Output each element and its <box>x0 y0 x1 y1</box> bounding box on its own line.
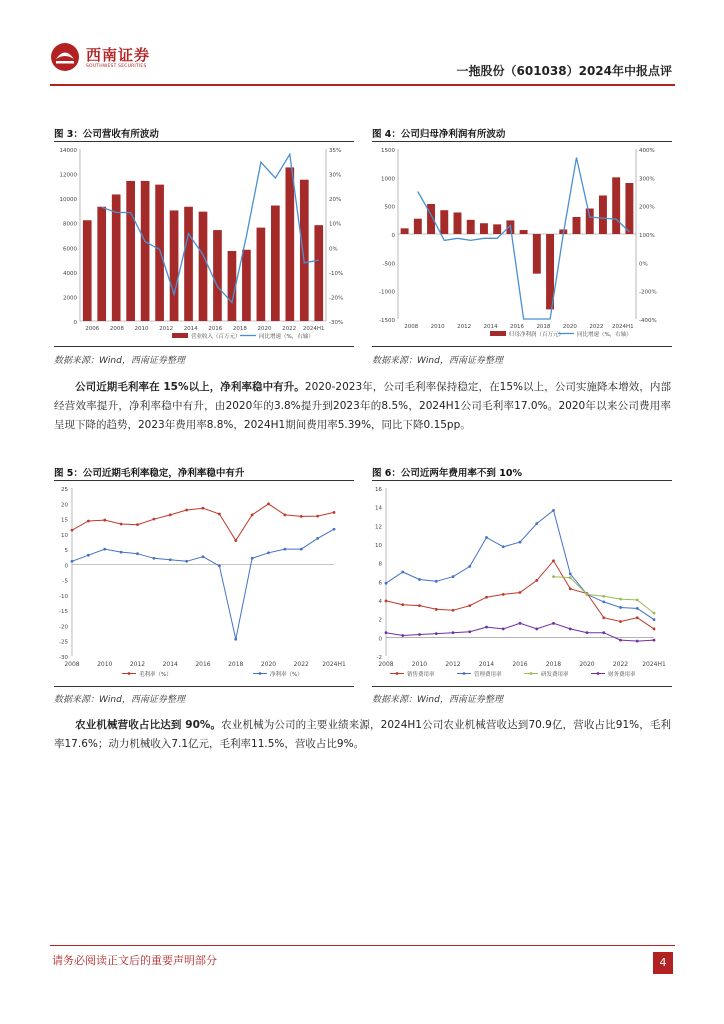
fig6-series-2-point <box>586 593 589 596</box>
fig6-legend-marker-3 <box>597 672 600 675</box>
fig6-ytick-7: 12 <box>375 524 382 531</box>
fig6-ytick-1: 0 <box>378 636 382 643</box>
fig6-xtick: 2016 <box>512 661 528 668</box>
fig4-xtick: 2008 <box>404 324 419 330</box>
fig6-legend-marker-0 <box>396 672 399 675</box>
fig6-ytick-0: -2 <box>376 655 382 661</box>
fig4-bar <box>493 224 501 234</box>
fig6-series-1-point <box>435 580 438 583</box>
fig5-ytick-11: 25 <box>61 487 68 493</box>
fig6-series-3-point <box>502 628 505 631</box>
fig3-xtick: 2006 <box>85 326 100 332</box>
fig5-ytick-10: 20 <box>61 502 68 509</box>
fig5-series-0-point <box>283 513 286 516</box>
fig6-series-1-line <box>386 510 654 619</box>
fig4-xtick: 2012 <box>457 324 472 330</box>
fig3-xtick: 2018 <box>232 326 247 332</box>
fig5-legend-marker-1 <box>259 672 262 675</box>
fig6-series-0-point <box>619 620 622 623</box>
fig3-bar <box>83 220 92 321</box>
fig6-legend-label-0: 销售费用率 <box>407 672 435 678</box>
fig6-title-rule <box>372 480 672 481</box>
fig5-xtick: 2020 <box>260 661 277 668</box>
fig3-bar <box>126 181 135 321</box>
fig4-ytick-right-3: 100% <box>639 233 655 239</box>
fig6-ytick-5: 8 <box>378 561 382 568</box>
fig6-ytick-9: 16 <box>375 487 382 493</box>
fig5-series-0-point <box>185 509 188 512</box>
fig6-series-2-point <box>552 575 555 578</box>
fig5-series-0-point <box>202 507 205 510</box>
logo-icon <box>50 42 80 72</box>
fig4-bar <box>573 217 581 234</box>
logo-text-cn: 西南证券 <box>86 46 151 64</box>
fig5-chart <box>54 482 354 682</box>
fig6-source: 数据来源：Wind，西南证券整理 <box>372 695 503 705</box>
fig6-series-3-point <box>418 633 421 636</box>
fig3-ytick-left-0: 0 <box>73 320 77 326</box>
paragraph-agri-body: 农业机械为公司的主要业绩来源，2024H1公司农业机械营收达到70.9亿，营收占比91%，毛利率17.6%；动力机械收入7.1亿元，毛利率11.5%，营收占比9%。 <box>54 719 671 750</box>
fig4-bar <box>454 212 462 234</box>
fig3-xtick: 2014 <box>183 326 198 332</box>
fig6-xtick: 2024H1 <box>642 661 666 668</box>
fig5-series-1-point <box>120 551 123 554</box>
fig4-bar <box>401 228 409 234</box>
footer-disclaimer: 请务必阅读正文后的重要声明部分 <box>52 954 217 967</box>
fig5-series-1-point <box>218 564 221 567</box>
fig4-source-rule <box>372 346 672 347</box>
fig6-series-0-point <box>535 579 538 582</box>
fig3-chart <box>54 143 354 343</box>
header-divider <box>50 84 675 86</box>
fig4-ytick-left-2: -500 <box>382 261 395 268</box>
fig5-series-0-point <box>71 529 74 532</box>
fig3-legend-bar: 营业收入（百万元） <box>191 334 241 340</box>
fig5-series-0-point <box>218 513 221 516</box>
fig5-xtick: 2014 <box>162 661 178 668</box>
fig5-title-rule <box>54 480 354 481</box>
fig6-series-3-point <box>485 626 488 629</box>
fig6-legend-label-3: 财务费用率 <box>608 672 636 678</box>
fig3-ytick-right-1: -20% <box>329 295 344 302</box>
fig5-series-0-point <box>120 523 123 526</box>
fig5-series-1-point <box>202 555 205 558</box>
fig4-ytick-left-1: -1000 <box>379 289 395 296</box>
fig6-series-1-point <box>569 572 572 575</box>
fig3-ytick-right-6: 30% <box>329 172 342 179</box>
fig6-legend-label-1: 管理费用率 <box>474 672 502 678</box>
fig3-ytick-right-0: -30% <box>329 320 344 326</box>
fig3-ytick-right-5: 20% <box>329 197 342 204</box>
fig4-source: 数据来源：Wind，西南证券整理 <box>372 356 503 366</box>
fig6-chart <box>372 482 672 682</box>
fig5-ytick-4: -10 <box>59 593 68 600</box>
fig6-legend-marker-1 <box>463 672 466 675</box>
fig5-series-0-point <box>103 519 106 522</box>
fig6-series-0-point <box>552 559 555 562</box>
fig4-bar <box>414 219 422 234</box>
report-title: 一拖股份（601038）2024年中报点评 <box>456 64 672 78</box>
fig5-ytick-1: -25 <box>59 639 68 646</box>
fig4-legend-swatch-bar <box>490 331 506 336</box>
fig4-xtick: 2022 <box>589 324 604 330</box>
fig4-bar <box>599 195 607 234</box>
fig5-xtick: 2022 <box>293 661 309 668</box>
logo <box>50 40 160 80</box>
fig4-bar <box>625 183 633 234</box>
fig6-series-0-point <box>435 608 438 611</box>
fig5-series-1-point <box>103 548 106 551</box>
fig4-xtick: 2014 <box>483 324 498 330</box>
fig6-series-3-point <box>385 631 388 634</box>
fig5-series-0-point <box>136 523 139 526</box>
fig5-series-1-point <box>283 548 286 551</box>
fig6-series-3-point <box>552 622 555 625</box>
fig6-series-2-point <box>619 598 622 601</box>
fig6-series-3-line <box>386 623 654 641</box>
fig6-series-3-point <box>602 631 605 634</box>
fig6-xtick: 2012 <box>445 661 461 668</box>
fig6-series-3-point <box>619 639 622 642</box>
fig6-series-2-point <box>653 612 656 615</box>
fig5-xtick: 2010 <box>97 661 113 668</box>
fig3-legend-swatch-bar <box>172 333 188 338</box>
fig6-series-0-point <box>502 593 505 596</box>
fig3-ytick-right-3: 0% <box>329 246 338 253</box>
fig5-ytick-7: 5 <box>64 548 68 555</box>
fig6-series-0-point <box>485 596 488 599</box>
fig5-xtick: 2024H1 <box>322 661 346 668</box>
fig3-bar <box>155 185 164 321</box>
fig6-series-1-point <box>485 536 488 539</box>
fig3-bar <box>170 210 179 321</box>
fig3-ytick-right-2: -10% <box>329 270 344 277</box>
fig3-ytick-left-2: 4000 <box>63 270 77 277</box>
fig3-ytick-left-4: 8000 <box>63 221 77 228</box>
fig6-ytick-3: 4 <box>378 599 382 605</box>
fig6-series-1-point <box>418 578 421 581</box>
fig4-ytick-left-3: 0 <box>391 233 395 239</box>
fig3-xtick: 2022 <box>282 326 297 332</box>
fig3-bar <box>112 194 121 321</box>
fig5-series-0-point <box>87 520 90 523</box>
fig6-series-1-point <box>385 582 388 585</box>
fig5-legend-label-0: 毛利率（%） <box>139 672 172 678</box>
fig6-series-3-point <box>519 622 522 625</box>
fig6-series-0-point <box>653 628 656 631</box>
fig5-series-1-point <box>251 557 254 560</box>
fig4-bar <box>612 177 620 234</box>
fig3-xtick: 2016 <box>208 326 223 332</box>
fig5-series-0-point <box>251 513 254 516</box>
fig5-xtick: 2018 <box>228 661 244 668</box>
fig4-xtick: 2016 <box>510 324 524 330</box>
fig3-bar <box>314 225 323 321</box>
fig5-legend-marker-0 <box>128 672 131 675</box>
fig6-ytick-8: 14 <box>375 505 382 512</box>
fig6-series-3-point <box>636 640 639 643</box>
fig4-bar <box>467 220 475 234</box>
fig6-series-0-point <box>452 609 455 612</box>
fig6-series-1-point <box>468 565 471 568</box>
fig4-ytick-right-4: 200% <box>639 204 655 211</box>
fig4-ytick-right-0: -400% <box>639 318 657 324</box>
fig6-series-1-point <box>552 509 555 512</box>
fig6-series-1-point <box>401 571 404 574</box>
page-number: 4 <box>653 952 673 974</box>
fig6-series-2-point <box>636 599 639 602</box>
fig3-bar <box>300 180 309 321</box>
fig4-ytick-left-4: 500 <box>384 204 395 211</box>
fig4-bar <box>480 223 488 234</box>
fig3-bar <box>242 250 251 321</box>
fig4-xtick: 2020 <box>562 324 577 330</box>
fig3-bar <box>213 230 222 321</box>
fig5-ytick-9: 15 <box>61 517 68 524</box>
fig3-bar <box>97 207 106 321</box>
fig6-series-0-point <box>602 616 605 619</box>
fig5-series-1-line <box>72 529 334 639</box>
fig6-ytick-2: 2 <box>378 617 382 624</box>
fig5-series-0-point <box>316 515 319 518</box>
fig6-series-3-point <box>586 631 589 634</box>
paragraph-agri <box>54 716 671 754</box>
fig6-series-1-point <box>602 600 605 603</box>
fig6-legend-marker-2 <box>530 672 533 675</box>
fig5-series-0-point <box>300 515 303 518</box>
fig5-title: 图 5：公司近期毛利率稳定，净利率稳中有升 <box>54 468 245 479</box>
fig6-ytick-6: 10 <box>375 543 382 549</box>
fig6-xtick: 2014 <box>478 661 495 668</box>
fig6-series-1-point <box>452 575 455 578</box>
fig3-ytick-left-7: 14000 <box>59 148 77 154</box>
fig6-series-0-point <box>519 591 522 594</box>
paragraph-margins-body: 2020-2023年，公司毛利率保持稳定，在15%以上，公司实施降本增效，内部经营效率提升，净利率稳中有升，由2020年的3.8%提升到2023年的8.5%，2024H1公司毛利率17.0%。2020年以来公司费用率呈现下降的趋势，2023年费用率8.8%，2024H1期间费用率5.39%，同比下降0.15pp。 <box>54 381 671 431</box>
fig3-ytick-left-3: 6000 <box>63 246 77 253</box>
fig3-ytick-left-1: 2000 <box>63 295 77 302</box>
fig3-bar <box>271 206 280 321</box>
fig6-series-1-point <box>619 606 622 609</box>
fig5-ytick-8: 10 <box>61 532 68 539</box>
fig6-series-1-point <box>653 618 656 621</box>
fig4-legend-bar: 归母净利润（百万元） <box>509 332 565 338</box>
fig4-ytick-left-0: -1500 <box>379 318 395 324</box>
fig6-series-1-point <box>636 607 639 610</box>
fig4-title: 图 4：公司归母净利润有所波动 <box>372 129 506 140</box>
logo-text-en: SOUTHWEST SECURITIES <box>86 64 147 69</box>
fig4-legend-line: 同比增速（%，右轴） <box>577 332 632 338</box>
fig5-ytick-0: -30 <box>59 655 68 661</box>
fig3-xtick: 2012 <box>159 326 174 332</box>
fig4-xtick: 2024H1 <box>611 324 634 330</box>
fig6-xtick: 2008 <box>378 661 394 668</box>
fig6-series-1-point <box>519 541 522 544</box>
fig5-series-0-point <box>152 518 155 521</box>
fig5-ytick-2: -20 <box>59 624 68 631</box>
fig4-growth-line <box>418 158 630 320</box>
fig6-series-3-point <box>535 628 538 631</box>
fig5-series-1-point <box>333 528 336 531</box>
fig3-title: 图 3：公司营收有所波动 <box>54 129 159 140</box>
fig4-chart <box>372 143 672 343</box>
paragraph-agri-lead: 农业机械营收占比达到 90%。 <box>75 719 222 731</box>
paragraph-margins-lead: 公司近期毛利率在 15%以上，净利率稳中有升。 <box>75 381 305 393</box>
fig5-source-rule <box>54 686 354 687</box>
fig3-source: 数据来源：Wind，西南证券整理 <box>54 356 185 366</box>
fig3-bar <box>257 228 266 321</box>
fig3-ytick-right-7: 35% <box>329 148 342 154</box>
fig6-series-2-point <box>569 576 572 579</box>
fig4-ytick-left-6: 1500 <box>381 148 395 154</box>
fig3-source-rule <box>54 346 354 347</box>
fig6-series-3-point <box>452 631 455 634</box>
fig6-xtick: 2022 <box>612 661 629 668</box>
fig5-series-1-point <box>152 557 155 560</box>
fig6-series-0-line <box>386 561 654 629</box>
fig6-xtick: 2020 <box>579 661 595 668</box>
fig4-bar <box>586 209 594 235</box>
fig5-source: 数据来源：Wind，西南证券整理 <box>54 695 185 705</box>
fig5-series-1-point <box>136 552 139 555</box>
fig6-xtick: 2010 <box>411 661 428 668</box>
fig5-series-1-point <box>316 537 319 540</box>
fig5-series-1-point <box>267 551 270 554</box>
fig3-ytick-left-5: 10000 <box>59 197 77 204</box>
fig6-series-3-point <box>569 628 572 631</box>
fig6-series-0-point <box>468 604 471 607</box>
fig4-ytick-right-2: 0% <box>639 261 648 268</box>
fig5-series-1-point <box>300 548 303 551</box>
fig5-series-1-point <box>87 554 90 557</box>
fig6-title: 图 6：公司近两年费用率不到 10% <box>372 468 522 479</box>
fig4-bar <box>440 210 448 234</box>
fig3-bar <box>199 212 208 321</box>
fig3-bar <box>184 207 193 321</box>
fig4-ytick-left-5: 1000 <box>381 176 395 183</box>
fig3-bar <box>141 181 150 321</box>
fig5-legend-label-1: 净利率（%） <box>270 672 303 678</box>
fig6-series-1-point <box>535 522 538 525</box>
fig6-series-1-point <box>502 545 505 548</box>
fig5-series-1-point <box>234 638 237 641</box>
fig3-xtick: 2008 <box>109 326 124 332</box>
fig6-series-0-point <box>385 600 388 603</box>
fig4-xtick: 2010 <box>430 324 445 330</box>
fig5-series-0-point <box>333 511 336 514</box>
fig4-bar <box>520 230 528 234</box>
fig4-bar <box>533 234 541 274</box>
fig6-series-3-point <box>653 639 656 642</box>
fig6-ytick-4: 6 <box>378 580 382 587</box>
fig5-series-1-point <box>185 560 188 563</box>
fig5-ytick-3: -15 <box>59 609 68 616</box>
fig4-ytick-right-1: -200% <box>639 289 657 296</box>
fig6-xtick: 2018 <box>545 661 562 668</box>
fig6-series-0-point <box>636 616 639 619</box>
fig3-xtick: 2010 <box>134 326 149 332</box>
fig5-xtick: 2016 <box>195 661 211 668</box>
fig6-series-3-point <box>468 630 471 633</box>
fig4-xtick: 2018 <box>536 324 551 330</box>
fig5-series-0-point <box>234 539 237 542</box>
fig6-series-3-point <box>435 632 438 635</box>
fig6-series-0-point <box>569 587 572 590</box>
fig4-ytick-right-6: 400% <box>639 148 655 154</box>
fig4-ytick-right-5: 300% <box>639 176 655 183</box>
fig3-title-rule <box>54 141 354 142</box>
fig5-series-1-point <box>169 558 172 561</box>
fig3-xtick: 2024H1 <box>302 326 325 332</box>
paragraph-margins <box>54 378 671 435</box>
fig6-series-0-point <box>418 604 421 607</box>
fig4-title-rule <box>372 141 672 142</box>
fig5-ytick-6: 0 <box>64 563 68 570</box>
fig5-ytick-5: -5 <box>62 578 68 585</box>
fig3-xtick: 2020 <box>257 326 272 332</box>
fig5-xtick: 2012 <box>129 661 146 668</box>
fig5-xtick: 2008 <box>64 661 80 668</box>
fig3-bar <box>285 167 294 321</box>
fig6-legend-label-2: 研发费用率 <box>541 672 569 678</box>
fig6-series-2-point <box>602 595 605 598</box>
fig6-series-0-point <box>401 603 404 606</box>
fig3-ytick-left-6: 12000 <box>59 172 77 179</box>
fig6-series-3-point <box>401 634 404 637</box>
fig6-source-rule <box>372 686 672 687</box>
fig3-legend-line: 同比增速（%，右轴） <box>259 334 314 340</box>
fig5-series-0-point <box>267 502 270 505</box>
fig3-ytick-right-4: 10% <box>329 221 342 228</box>
fig5-series-0-point <box>169 513 172 516</box>
footer-divider <box>50 945 675 946</box>
fig5-series-1-point <box>71 560 74 563</box>
